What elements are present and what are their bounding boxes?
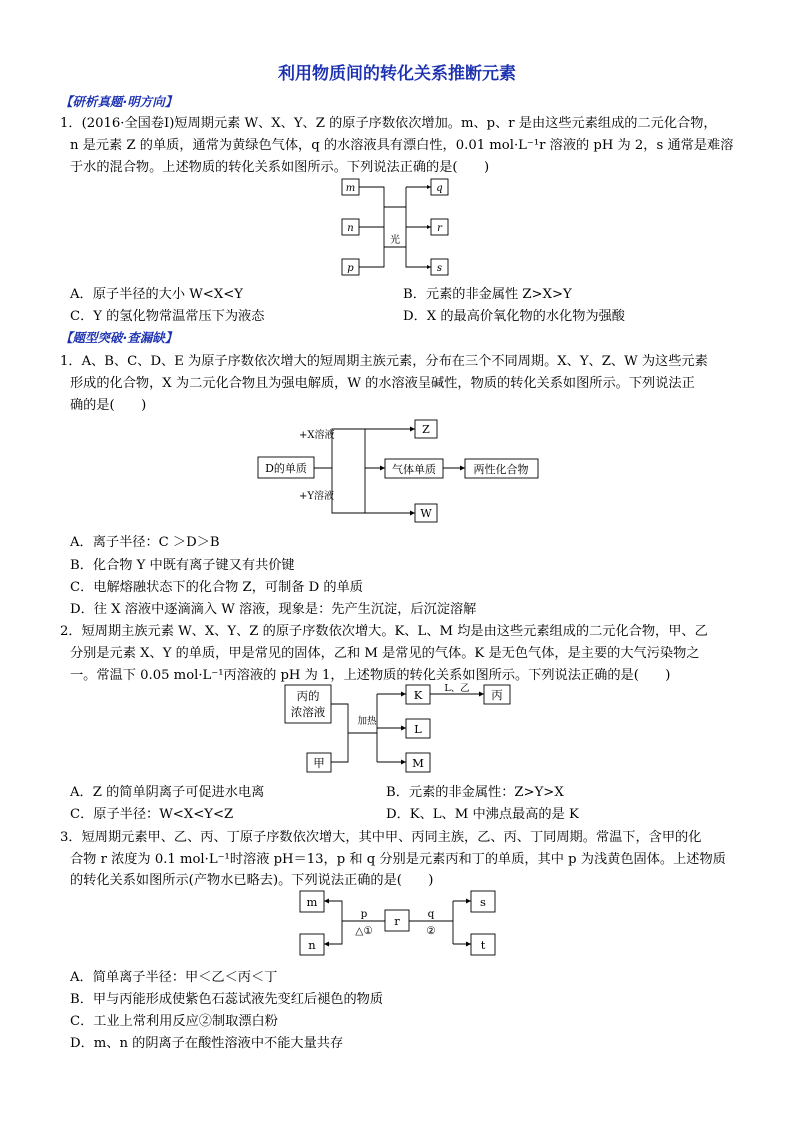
q2-diagram	[282, 682, 512, 776]
q3-node-r: r	[394, 914, 400, 928]
q3-line-3: 的转化关系如图所示(产物水已略去)。下列说法正确的是( )	[70, 873, 434, 888]
q3-line-2: 合物 r 浓度为 0.1 mol·L⁻¹时溶液 pH＝13，p 和 q 分别是元素丙和丁的单质，其中 p 为浅黄色固体。上述物质	[70, 852, 726, 867]
q2-line-2: 分别是元素 X、Y 的单质，甲是常见的固体，乙和 M 是常见的气体。K 是无色气体，是主要的大气污染物之	[70, 646, 700, 661]
q2-condition-heat: 加热	[357, 716, 377, 727]
q0-node-n: n	[347, 223, 354, 234]
q1-node-z: Z	[422, 423, 430, 436]
q1-line-1: 1．A、B、C、D、E 为原子序数依次增大的短周期主族元素，分布在三个不同周期。X、Y、Z、W 为这些元素	[60, 354, 708, 369]
q3-option-a: A．简单离子半径：甲＜乙＜丙＜丁	[70, 970, 278, 985]
section-heading-practice: 【题型突破·查漏缺】	[60, 330, 178, 345]
q0-line-1: 1．(2016·全国卷Ⅰ)短周期元素 W、X、Y、Z 的原子序数依次增加。m、p、r 是由这些元素组成的二元化合物，	[60, 116, 717, 131]
q3-label-p: p	[360, 908, 368, 920]
q3-line-1: 3．短周期元素甲、乙、丙、丁原子序数依次增大，其中甲、丙同主族，乙、丙、丁同周期。常温下，含甲的化	[60, 830, 702, 845]
q3-node-m: m	[306, 895, 318, 909]
q2-option-b: B．元素的非金属性：Z>Y>X	[386, 785, 564, 800]
q3-node-t: t	[480, 938, 486, 952]
q2-option-d: D．K、L、M 中沸点最高的是 K	[386, 807, 579, 822]
q0-node-p: p	[347, 263, 354, 274]
q0-option-a: A．原子半径的大小 W<X<Y	[70, 287, 243, 302]
q1-label-y: +Y溶液	[299, 491, 334, 502]
q0-option-b: B．元素的非金属性 Z>X>Y	[403, 287, 572, 302]
q2-node-k: K	[413, 688, 423, 702]
q3-option-c: C．工业上常利用反应②制取漂白粉	[70, 1014, 278, 1029]
q0-condition-light: 光	[390, 235, 400, 246]
q2-line-1: 2．短周期主族元素 W、X、Y、Z 的原子序数依次增大。K、L、M 均是由这些元素组成的二元化合物，甲、乙	[60, 624, 708, 639]
q2-node-bing-line1: 丙的	[296, 689, 320, 703]
q1-option-c: C．电解熔融状态下的化合物 Z，可制备 D 的单质	[70, 580, 363, 595]
q2-line-3: 一。常温下 0.05 mol·L⁻¹丙溶液的 pH 为 1，上述物质的转化关系如图所示。下列说法正确的是( )	[70, 668, 671, 683]
q2-node-bing: 丙	[491, 688, 503, 702]
q1-node-w: W	[420, 507, 432, 520]
q1-option-b: B．化合物 Y 中既有离子键又有共价键	[70, 558, 295, 573]
q1-line-3: 确的是( )	[70, 398, 147, 413]
q1-node-gas: 气体单质	[392, 463, 436, 476]
q2-node-bing-line2: 浓溶液	[290, 705, 326, 719]
q2-option-a: A．Z 的简单阴离子可促进水电离	[70, 785, 265, 800]
q2-node-jia: 甲	[313, 756, 325, 770]
q3-node-s: s	[480, 895, 486, 909]
q0-line-3: 于水的混合物。上述物质的转化关系如图所示。下列说法正确的是( )	[70, 160, 490, 175]
q0-line-2: n 是元素 Z 的单质，通常为黄绿色气体，q 的水溶液具有漂白性，0.01 mol·L⁻¹r 溶液的 pH 为 2，s 通常是难溶	[70, 138, 734, 153]
q2-node-m: M	[412, 756, 424, 770]
q3-option-d: D．m、n 的阴离子在酸性溶液中不能大量共存	[70, 1036, 344, 1051]
page-title: 利用物质间的转化关系推断元素	[278, 64, 516, 84]
q2-node-l: L	[414, 722, 422, 736]
q0-node-q: q	[436, 183, 443, 194]
q3-label-heat-1: △①	[355, 925, 373, 937]
q0-node-s: s	[436, 263, 443, 274]
q3-node-n: n	[308, 938, 316, 952]
section-heading-study: 【研析真题·明方向】	[60, 94, 178, 109]
q0-option-d: D．X 的最高价氧化物的水化物为强酸	[403, 309, 625, 324]
q0-node-r: r	[437, 223, 442, 234]
q3-label-2: ②	[426, 925, 436, 937]
q1-option-a: A．离子半径：C ＞D＞B	[70, 535, 220, 550]
q3-label-q: q	[427, 908, 435, 920]
q0-option-c: C．Y 的氢化物常温常压下为液态	[70, 309, 265, 324]
q1-diagram	[255, 418, 540, 526]
q1-line-2: 形成的化合物，X 为二元化合物且为强电解质，W 的水溶液呈碱性，物质的转化关系如图所示。下列说法正	[70, 376, 695, 391]
q3-diagram	[298, 887, 498, 963]
q1-node-amphoteric: 两性化合物	[473, 463, 529, 476]
q1-label-x: +X溶液	[299, 430, 335, 441]
q1-node-d-element: D的单质	[265, 462, 307, 475]
q2-label-l-yi: L、乙	[444, 683, 470, 694]
q0-node-m: m	[345, 183, 356, 194]
q1-option-d: D．往 X 溶液中逐滴滴入 W 溶液，现象是：先产生沉淀，后沉淀溶解	[70, 602, 477, 617]
q0-diagram	[340, 176, 462, 280]
q3-option-b: B．甲与丙能形成使紫色石蕊试液先变红后褪色的物质	[70, 992, 384, 1007]
q2-option-c: C．原子半径：W<X<Y<Z	[70, 807, 234, 822]
